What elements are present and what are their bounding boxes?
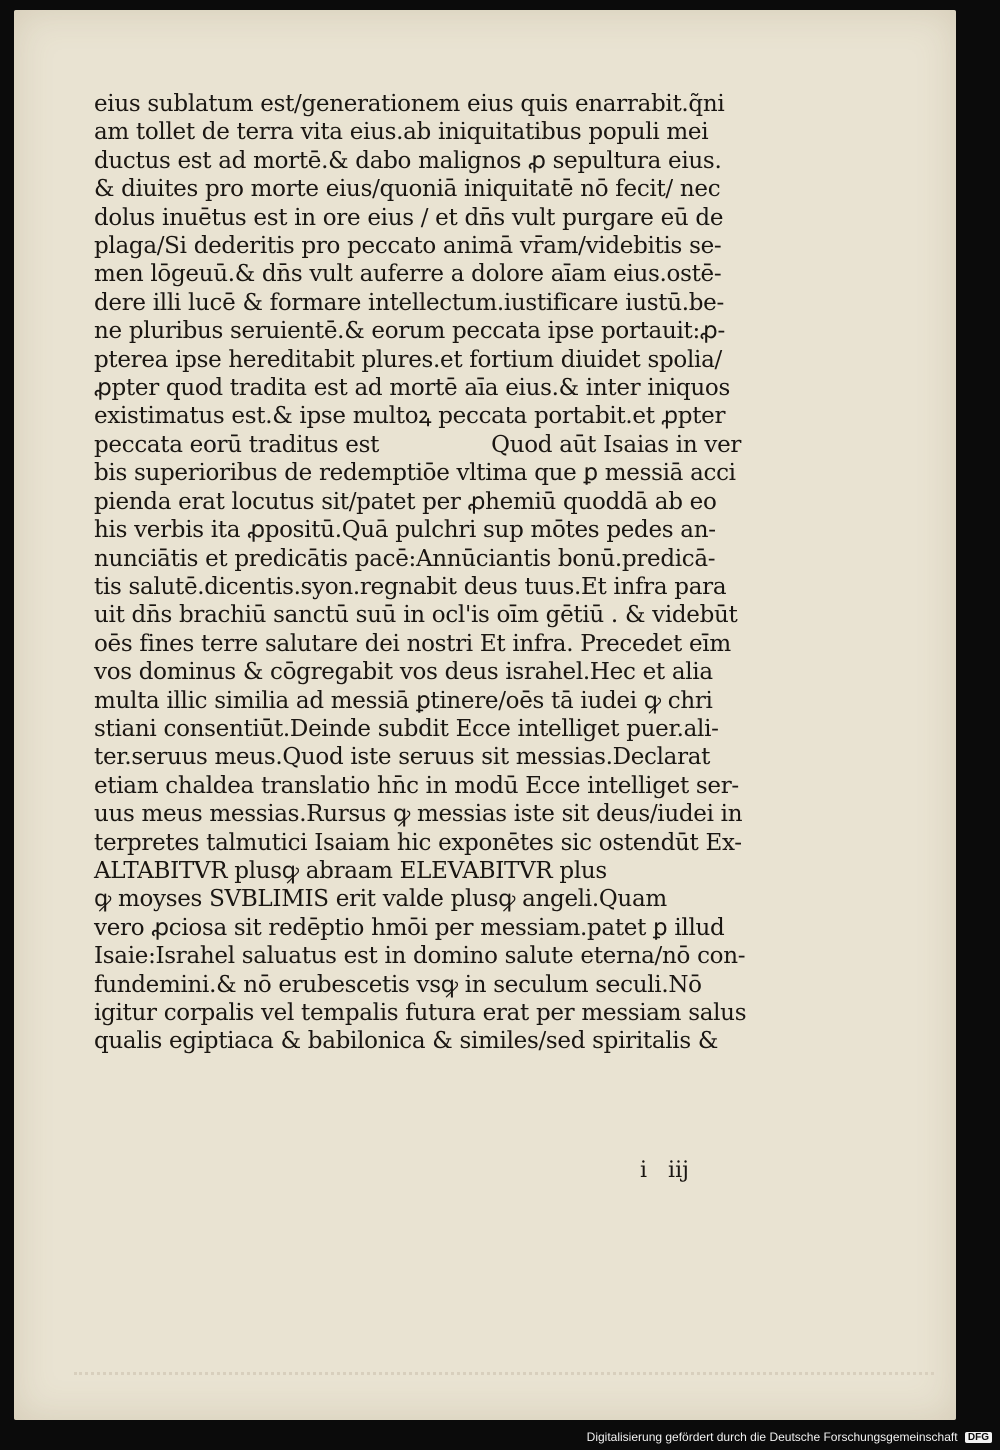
text-line: tis salutē.dicentis.syon.regnabit deus tuus.Et infra para [94, 573, 727, 600]
signature-mark: i iij [640, 1158, 689, 1183]
text-line: ALTABITVR plusꝙ abraam ELEVABITVR plus [94, 857, 607, 884]
text-line: vos dominus & cōgregabit vos deus israhel.Hec et alia [94, 659, 713, 686]
text-line: am tollet de terra vita eius.ab iniquitatibus populi mei [94, 119, 709, 146]
text-line: ꝓpter quod tradita est ad mortē aīa eius.& inter iniquos [94, 375, 730, 402]
dfg-logo-icon: DFG [965, 1432, 992, 1443]
text-line: plaga/Si dederitis pro peccato animā vr̄am/videbitis se- [94, 233, 722, 260]
text-line: fundemini.& nō erubescetis vsꝙ in seculum seculi.Nō [94, 971, 702, 998]
text-line: eius sublatum est/generationem eius quis enarrabit.q̃ni [94, 91, 725, 117]
text-line: uus meus messias.Rursus ꝙ messias iste sit deus/iudei in [94, 801, 743, 828]
text-line: ne pluribus seruientē.& eorum peccata ipse portauit:ꝓ- [94, 318, 725, 345]
text-line: ductus est ad mortē.& dabo malignos ꝓ sepultura eius. [94, 147, 722, 174]
text-line: dere illi lucē & formare intellectum.iustificare iustū.be- [94, 289, 724, 316]
credit-text: Digitalisierung gefördert durch die Deutsche Forschungsgemeinschaft [586, 1430, 958, 1444]
text-line: oēs fines terre salutare dei nostri Et infra. Precedet eīm [94, 630, 731, 657]
text-line: qualis egiptiaca & babilonica & similes/sed spiritalis & [94, 1028, 719, 1055]
text-line: & diuites pro morte eius/quoniā iniquitatē nō fecit/ nec [94, 176, 721, 203]
text-line: stiani consentiūt.Deinde subdit Ecce intelliget puer.ali- [94, 715, 719, 742]
text-line: bis superioribus de redemptiōe vltima que ꝑ messiā acci [94, 460, 736, 487]
text-line: ꝙ moyses SVBLIMIS erit valde plusꝙ angeli.Quam [94, 886, 667, 913]
text-line: vero ꝓciosa sit redēptio hmōi per messiam.patet ꝑ illud [94, 914, 725, 941]
text-line: pienda erat locutus sit/patet per ꝓhemiū quoddā ab eo [94, 488, 717, 515]
book-page [14, 10, 956, 1420]
text-line: nunciātis et predicātis pacē:Annūciantis bonū.predicā- [94, 545, 716, 572]
text-line: multa illic similia ad messiā ꝑtinere/oēs tā iudei ꝙ chri [94, 687, 713, 714]
digitization-credit [587, 1430, 992, 1444]
text-line: pterea ipse hereditabit plures.et fortium diuidet spolia/ [94, 346, 722, 373]
text-line: terpretes talmutici Isaiam hic exponētes sic ostendūt Ex- [94, 829, 742, 856]
text-line: men lōgeuū.& dn̄s vult auferre a dolore aīam eius.ostē- [94, 261, 722, 288]
text-line: etiam chaldea translatio hn̄c in modū Ecce intelliget ser- [94, 772, 739, 799]
body-text [94, 90, 794, 1056]
text-line: uit dn̄s brachiū sanctū suū in ocl'is oīm gētiū . & videbūt [94, 602, 738, 629]
text-line: Isaie:Israhel saluatus est in domino salute eterna/nō con- [94, 943, 746, 970]
text-line: peccata eorū traditus est Quod aūt Isaias in ver [94, 431, 742, 458]
page-edge-divider [74, 1372, 934, 1375]
text-line: igitur corpalis vel tempalis futura erat per messiam salus [94, 1000, 747, 1026]
text-line: existimatus est.& ipse multoꝝ peccata portabit.et ꝓpter [94, 403, 726, 430]
text-line: his verbis ita ꝓpositū.Quā pulchri sup mōtes pedes an- [94, 517, 716, 544]
text-line: dolus inuētus est in ore eius / et dn̄s vult purgare eū de [94, 204, 724, 231]
footer-bar [0, 1422, 1000, 1450]
text-line: ter.seruus meus.Quod iste seruus sit messias.Declarat [94, 744, 711, 771]
